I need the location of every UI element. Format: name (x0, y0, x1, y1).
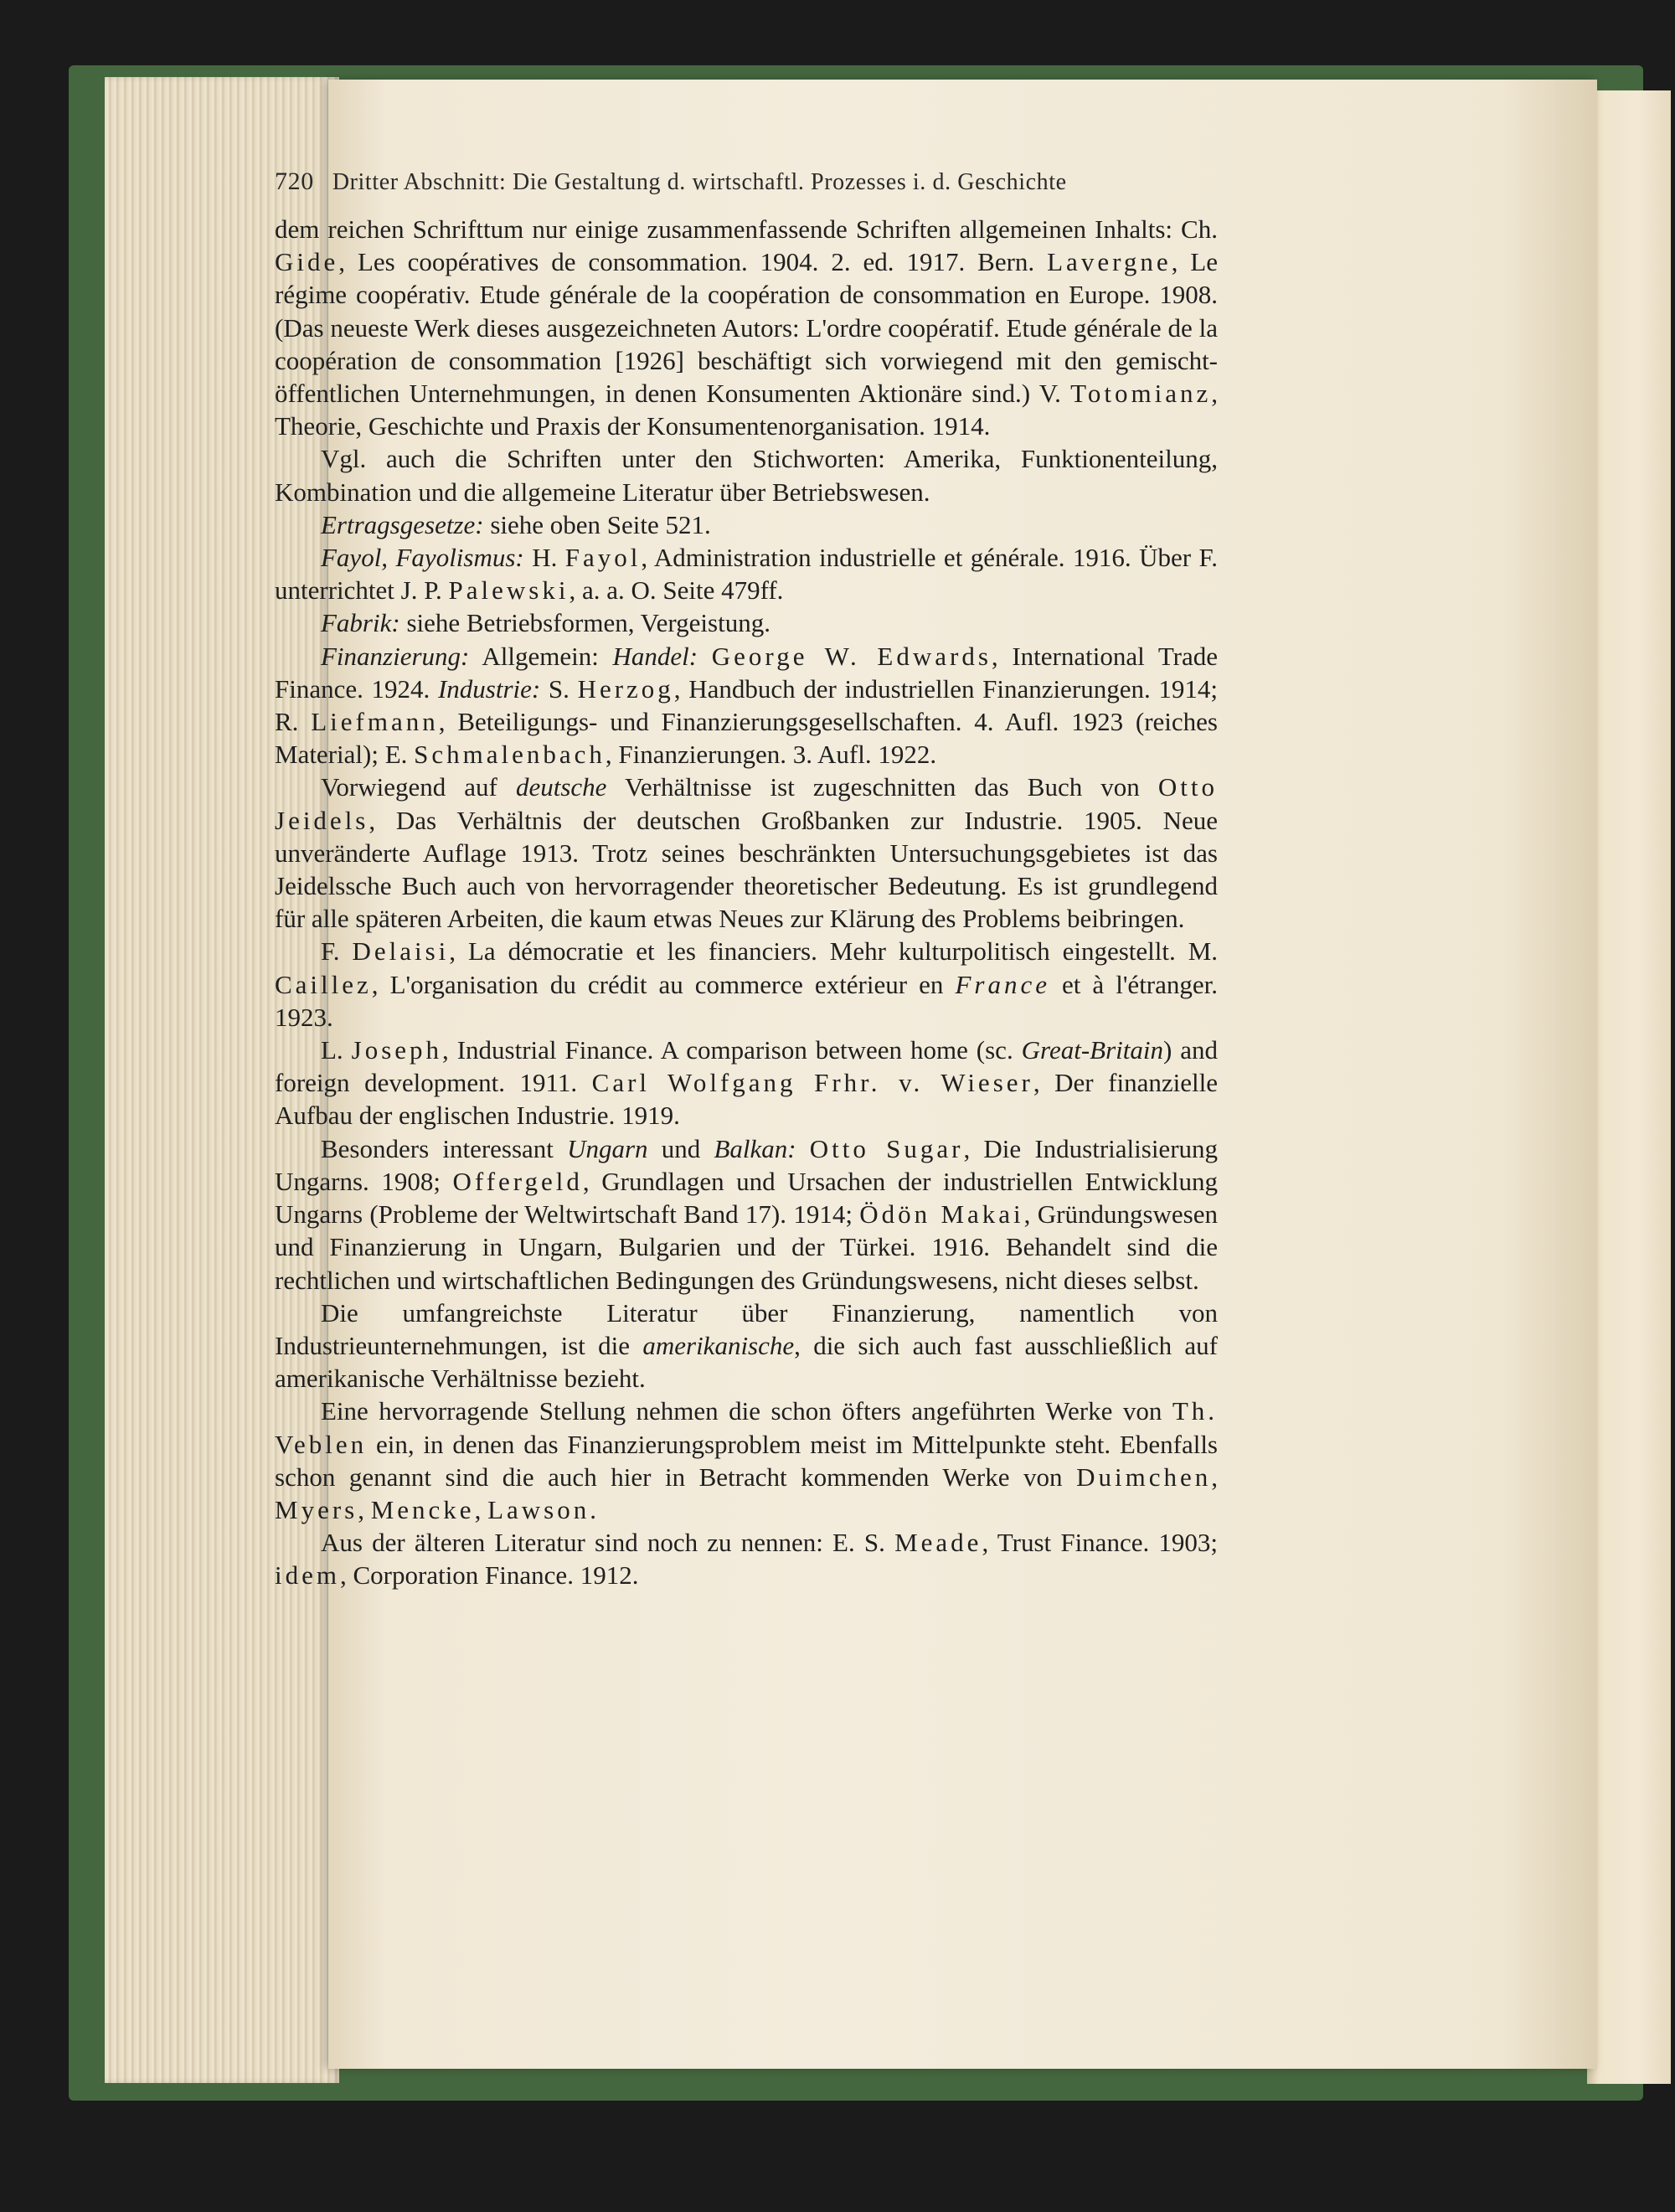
paragraph (275, 541, 1218, 606)
author-name: Otto Jeidels (275, 772, 1218, 835)
paragraph (275, 935, 1218, 1034)
text-run: , Beteiligungs- und Finanzierungsgesellschaften. 4. Aufl. 1923 (reiches Material); E. (275, 707, 1218, 770)
page-number: 720 (275, 168, 314, 195)
text-run: , Trust Finance. 1903; (982, 1528, 1219, 1558)
text-run: . (590, 1494, 596, 1524)
author-name: Gide (275, 247, 339, 277)
text-run: Verhältnisse ist zugeschnitten das Buch von (606, 772, 1158, 802)
author-name: Caillez (275, 969, 372, 999)
paragraph (275, 640, 1218, 771)
text-run: siehe oben Seite 521. (483, 509, 711, 539)
text-run: , (358, 1494, 371, 1524)
author-name: Lawson (487, 1494, 590, 1524)
text-run: , Das Verhältnis der deutschen Großbanken zur Industrie. 1905. Neue unveränderte Auflage 1913. Trotz seines beschränkten Untersuchungsgebietes ist das Jeidelssche Buch auch von hervorragender theoretischer Bedeutung. Es ist grundlegend für alle späteren Arbeiten, die kaum etwas Neues zur Klärung des Problems beibringen. (275, 805, 1218, 934)
body-text (275, 213, 1218, 1592)
text-run: ) and foreign development. 1911. (275, 1035, 1219, 1098)
text-run: H. (523, 543, 565, 573)
paragraph (275, 1395, 1218, 1526)
author-name: Carl Wolfgang Frhr. v. Wieser (591, 1068, 1033, 1098)
text-run: , Grundlagen und Ursachen der industriellen Entwicklung Ungarns (Probleme der Weltwirtschaft Band 17). 1914; (275, 1166, 1218, 1230)
text-run: , Industrial Finance. A comparison between home (sc. (442, 1035, 1022, 1065)
author-name: Myers (275, 1494, 358, 1524)
paragraph (275, 1132, 1218, 1297)
author-name: Totomianz (1070, 379, 1212, 409)
author-name: Schmalenbach (414, 740, 606, 770)
text-run: , Handbuch der industriellen Finanzierungen. 1914; R. (275, 673, 1219, 737)
author-name: Herzog (577, 673, 674, 704)
paragraph (275, 508, 1218, 541)
italic-term: deutsche (515, 772, 607, 802)
text-run: dem reichen Schrifttum nur einige zusammenfassende Schriften allgemeinen Inhalts: Ch. (275, 214, 1218, 244)
text-run: , (474, 1494, 488, 1524)
text-run: , a. a. O. Seite 479ff. (569, 575, 784, 606)
italic-term: Handel: (612, 641, 698, 671)
italic-term: Ungarn (567, 1133, 648, 1163)
author-name: George W. Edwards (711, 641, 992, 671)
italic-term: Fayol, Fayolismus: (321, 543, 524, 573)
text-run: , Theorie, Geschichte und Praxis der Konsumentenorganisation. 1914. (275, 379, 1218, 441)
text-run: , Der finanzielle Aufbau der englischen Industrie. 1919. (275, 1068, 1218, 1131)
text-run: , La démocratie et les financiers. Mehr kulturpolitisch eingestellt. M. (449, 936, 1219, 967)
italic-term: Finanzierung: (321, 641, 470, 671)
text-run: S. (540, 673, 578, 704)
author-name: Th. Veblen (275, 1396, 1218, 1459)
text-run: Die umfangreichste Literatur über Finanzierung, namentlich von Industrieunternehmungen, ist die (275, 1297, 1218, 1360)
text-run (698, 642, 712, 671)
paragraph (275, 1297, 1218, 1395)
text-run: , Administration industrielle et générale. 1916. Über F. unterrichtet J. P. (275, 543, 1219, 606)
text-run: , Die Industrialisierung Ungarns. 1908; (275, 1133, 1219, 1196)
author-name: Duimchen (1076, 1462, 1212, 1492)
author-name: idem (275, 1560, 340, 1591)
italic-term: amerikanische (642, 1330, 795, 1360)
text-run: Aus der älteren Literatur sind noch zu nennen: E. S. (321, 1528, 895, 1558)
text-run: F. (321, 936, 353, 967)
italic-term: France (955, 969, 1050, 999)
author-name: Offergeld (452, 1166, 583, 1196)
text-run: Vorwiegend auf (321, 772, 516, 802)
text-run: , International Trade Finance. 1924. (275, 641, 1219, 704)
author-name: Liefmann (311, 707, 439, 737)
text-run: , Gründungswesen und Finanzierung in Ungarn, Bulgarien und der Türkei. 1916. Behandelt sind die rechtlichen und wirtschaftlichen Bedingungen des Gründungswesens, nicht dieses selbst. (275, 1199, 1218, 1295)
author-name: Lavergne (1047, 247, 1172, 277)
author-name: Mencke (370, 1494, 475, 1524)
author-name: Palewski (448, 575, 570, 606)
text-run: , (1211, 1462, 1218, 1492)
text-run: Besonders interessant (321, 1133, 568, 1163)
text-run: Vgl. auch die Schriften unter den Stichworten: Amerika, Funktionenteilung, Kombination und die allgemeine Literatur über Betriebswesen. (275, 444, 1218, 507)
text-run: Allgemein: (469, 641, 613, 671)
text-run: ein, in denen das Finanzierungsproblem meist im Mittelpunkte steht. Ebenfalls schon genannt sind die auch hier in Betracht kommenden Werke von (275, 1429, 1218, 1492)
paragraph (275, 1034, 1218, 1132)
italic-term: Fabrik: (321, 608, 400, 638)
paragraph (275, 442, 1218, 508)
text-run: siehe Betriebsformen, Vergeistung. (399, 608, 770, 638)
text-run: et à l'étranger. 1923. (275, 969, 1219, 1032)
text-run: , Les coopératives de consommation. 1904. 2. ed. 1917. Bern. (338, 247, 1048, 277)
italic-term: Balkan: (714, 1133, 796, 1163)
italic-term: Great-Britain (1021, 1035, 1163, 1065)
author-name: Joseph (351, 1035, 443, 1065)
italic-term: Industrie: (437, 673, 541, 704)
text-run: und (647, 1133, 714, 1163)
author-name: Otto Sugar (809, 1133, 964, 1163)
paragraph (275, 771, 1218, 935)
text-run: , L'organisation du crédit au commerce extérieur en (371, 969, 956, 999)
text-run: , die sich auch fast ausschließlich auf amerikanische Verhältnisse bezieht. (275, 1330, 1218, 1394)
text-run: , Corporation Finance. 1912. (340, 1560, 639, 1591)
paragraph (275, 1526, 1218, 1591)
author-name: Ödön Makai (859, 1199, 1024, 1230)
paragraph (275, 213, 1218, 442)
text-run: Eine hervorragende Stellung nehmen die schon öfters angeführten Werke von (321, 1396, 1172, 1426)
next-page-edge (1587, 90, 1671, 2084)
running-header (275, 168, 1218, 196)
author-name: Meade (894, 1528, 982, 1558)
text-run: L. (321, 1035, 352, 1065)
italic-term: Ertragsgesetze: (321, 509, 484, 539)
author-name: Delaisi (352, 936, 450, 967)
author-name: Fayol (564, 543, 642, 573)
running-title: Dritter Abschnitt: Die Gestaltung d. wirtschaftl. Prozesses i. d. Geschichte (332, 169, 1067, 195)
text-run: , Le régime coopérativ. Etude générale de la coopération de consommation en Europe. 1908. (Das neueste Werk dieses ausgezeichneten Autors: L'ordre coopératif. Etude générale de la coopération de consommation [1926] beschäftigt sich vorwiegend mit den gemischt-öffentlichen Unternehmungen, in denen Konsumenten Aktionäre sind.) V. (275, 247, 1218, 409)
text-run (796, 1134, 810, 1163)
paragraph (275, 606, 1218, 639)
text-run: , Finanzierungen. 3. Aufl. 1922. (605, 740, 937, 770)
